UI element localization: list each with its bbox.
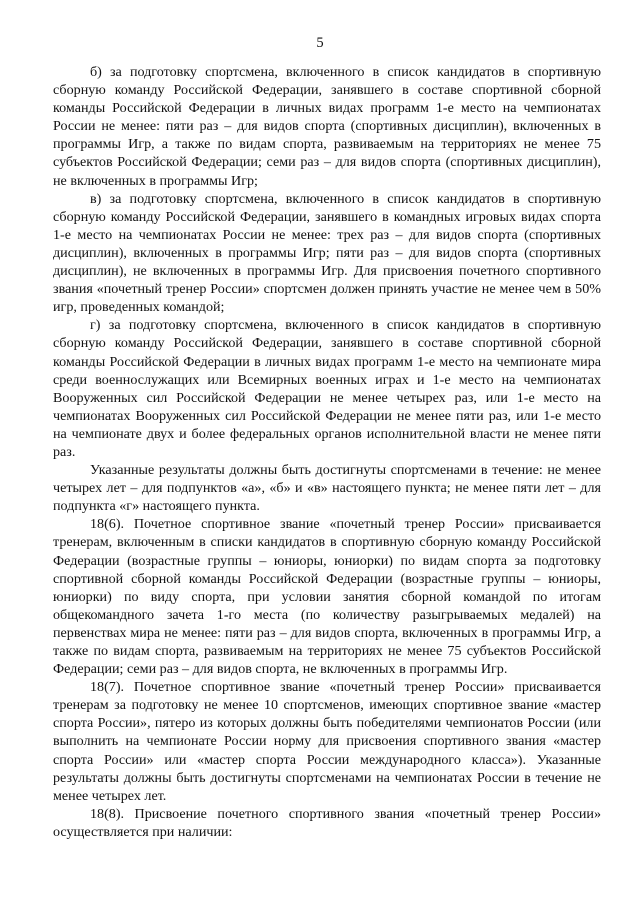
paragraph-subitem-b: б) за подготовку спортсмена, включенного в список кандидатов в спортивную сборную команду Российской Федерации, занявшего в составе спортивной сборной команды Российской Федерации в личных видах программ 1-е место на чемпионатах России не менее: пяти раз – для видов спорта (спортивных дисциплин), включенных в программы Игр, а также по видам спорта, развиваемым на территориях не менее 75 субъектов Российской Федерации; семи раз – для видов спорта (спортивных дисциплин), не включенных в программы Игр; (53, 64, 601, 189)
page-number: 5 (316, 35, 324, 51)
paragraph-18-6: 18(6). Почетное спортивное звание «почетный тренер России» присваивается тренерам, включенным в списки кандидатов в спортивную сборную команду Российской Федерации (возрастные группы – юниоры, юниорки) по видам спорта за подготовку спортивной сборной команды Российской Федерации (возрастные группы – юниоры, юниорки) по виду спорта, при условии занятия сборной командой по итогам общекомандного зачета 1-го места (по количеству разыгрываемых медалей) на первенствах мира не менее: пяти раз – для видов спорта, включенных в программы Игр, а также по видам спорта, развиваемым на территориях не менее 75 субъектов Российской Федерации; семи раз – для видов спорта, не включенных в программы Игр. (53, 516, 601, 678)
paragraph-subitem-g: г) за подготовку спортсмена, включенного в список кандидатов в спортивную сборную команду Российской Федерации, занявшего в составе спортивной сборной команды Российской Федерации в личных видах программ 1-е место на чемпионате мира среди военнослужащих или Всемирных военных играх и 1-е место на чемпионатах Вооруженных сил Российской Федерации не менее четырех раз, или 1-е место на чемпионатах Вооруженных сил Российской Федерации не менее пяти раз, или 1-е место на чемпионате двух и более федеральных органов исполнительной власти не менее пяти раз. (53, 317, 601, 460)
paragraph-subitem-v: в) за подготовку спортсмена, включенного в список кандидатов в спортивную сборную команду Российской Федерации, занявшего в командных игровых видах спорта 1-е место на чемпионатах России не менее: трех раз – для видов спорта (спортивных дисциплин), включенных в программы Игр; пяти раз – для видов спорта (спортивных дисциплин), не включенных в программы Игр. Для присвоения почетного спортивного звания «почетный тренер России» спортсмен должен принять участие не менее чем в 50% игр, проведенных командой; (53, 190, 601, 316)
paragraph-18-7: 18(7). Почетное спортивное звание «почетный тренер России» присваивается тренерам за подготовку не менее 10 спортсменов, имеющих спортивное звание «мастер спорта России», пятеро из которых должны быть победителями чемпионатов России (или выполнить на чемпионате России норму для присвоения спортивного звания «мастер спорта России» или «мастер спорта России международного класса»). Указанные результаты должны быть достигнуты спортсменами на чемпионатах России в течение не менее четырех лет. (53, 679, 601, 804)
paragraph-results-note: Указанные результаты должны быть достигнуты спортсменами в течение: не менее четырех лет – для подпунктов «а», «б» и «в» настоящего пункта; не менее пяти лет – для подпункта «г» настоящего пункта. (53, 462, 601, 515)
document-body (53, 63, 601, 841)
paragraph-18-8: 18(8). Присвоение почетного спортивного звания «почетный тренер России» осуществляется при наличии: (53, 805, 601, 840)
